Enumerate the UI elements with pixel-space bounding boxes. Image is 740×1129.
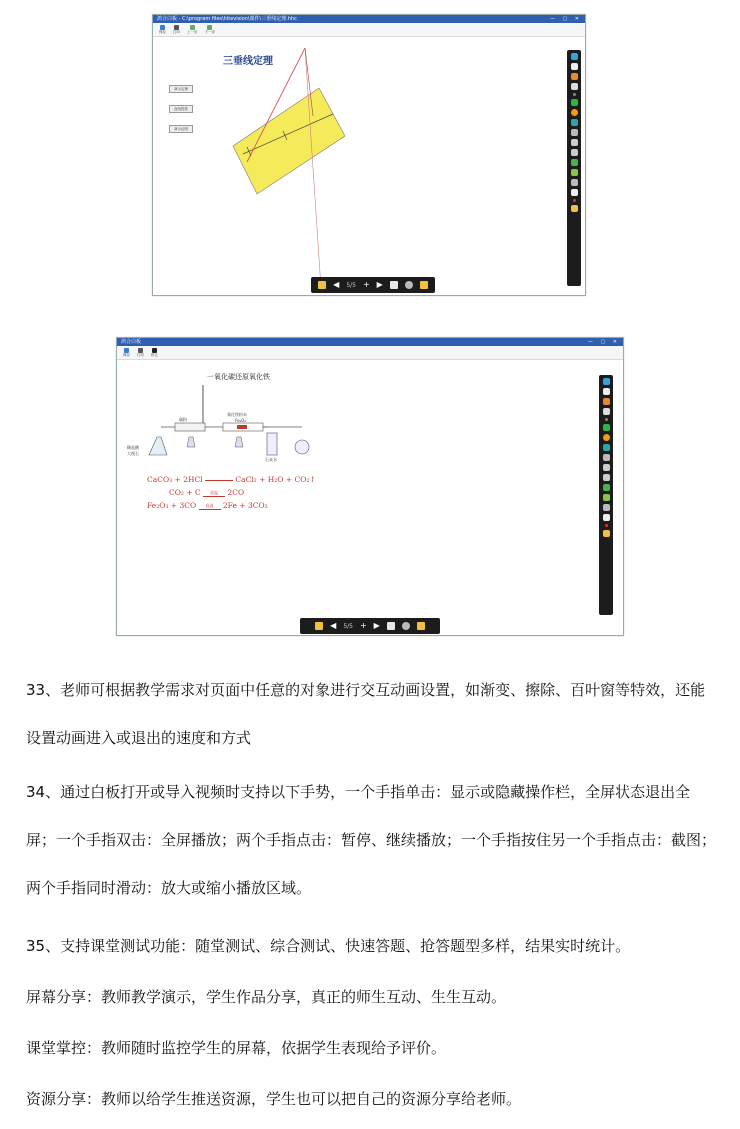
cursor-icon[interactable] (603, 378, 610, 385)
undo-button[interactable]: 上一步 (187, 25, 198, 34)
dot-icon[interactable] (573, 93, 576, 96)
plane-rectangle[interactable] (233, 88, 345, 194)
screenshot-chemistry-whiteboard (116, 337, 624, 636)
apparatus-diagram[interactable] (127, 385, 317, 475)
label-acid: 稀盐酸 (127, 445, 139, 450)
side-button-demo-proof[interactable]: 演示证明 (169, 125, 193, 133)
curve-icon[interactable] (571, 149, 578, 156)
dot-red-icon[interactable] (573, 199, 576, 202)
print-button[interactable]: 打印 (137, 348, 144, 357)
feature-classroom-control: 课堂掌控：教师随时监控学生的屏幕，依据学生表现给予评价。 (26, 1039, 447, 1057)
cursor-icon[interactable] (571, 53, 578, 60)
top-toolbar (117, 346, 623, 360)
scissors-icon[interactable] (603, 504, 610, 511)
folder-icon[interactable] (318, 281, 326, 289)
label-iron-oxide-powder: 氧化铁粉末 (227, 412, 247, 417)
select-icon[interactable] (603, 454, 610, 461)
page-indicator: 5/5 (343, 622, 353, 630)
oblique-line (305, 48, 321, 288)
next-page-button[interactable]: ▶ (376, 280, 383, 289)
ruler-icon[interactable] (571, 159, 578, 166)
folder-icon[interactable] (603, 530, 610, 537)
color-icon[interactable] (571, 109, 578, 116)
scissors-icon[interactable] (571, 179, 578, 186)
palette-icon[interactable] (603, 398, 610, 405)
add-page-button[interactable]: + (359, 621, 367, 630)
book-icon[interactable] (603, 388, 610, 395)
save-button[interactable]: 保存 (159, 25, 166, 34)
geometry-figure[interactable] (223, 38, 423, 296)
equation-3-arrow: 高温 (199, 503, 221, 510)
burner-2 (235, 437, 243, 447)
save-button[interactable]: 保存 (123, 348, 130, 357)
next-page-button[interactable]: ▶ (373, 621, 380, 630)
label-marble: 大理石 (127, 451, 139, 456)
settings-icon[interactable] (405, 281, 413, 289)
lime-water-bottle (267, 433, 277, 455)
select-icon[interactable] (571, 129, 578, 136)
folder-icon[interactable] (571, 205, 578, 212)
label-lime-water: 石灰水 (265, 457, 277, 462)
folder-icon[interactable] (315, 622, 323, 630)
burner-1 (187, 437, 195, 447)
window-title: 鸿合白板 - C:\program files\hitevision\课件\三垂线定理.hhc (157, 16, 297, 22)
pen-icon[interactable] (571, 139, 578, 146)
window-titlebar (153, 15, 585, 23)
plus-icon[interactable] (603, 514, 610, 521)
iron-oxide-powder (237, 425, 247, 429)
grid-icon[interactable] (603, 494, 610, 501)
window-controls[interactable]: — ▢ ✕ (549, 16, 582, 22)
pen-icon[interactable] (603, 464, 610, 471)
feature-paragraph-35: 35、支持课堂测试功能：随堂测试、综合测试、快速答题、抢答题型多样，结果实时统计。 (26, 937, 631, 955)
text-icon[interactable] (571, 99, 578, 106)
bottom-page-bar (311, 277, 435, 293)
redo-button[interactable]: 下一步 (205, 25, 216, 34)
feature-screen-sharing: 屏幕分享：教师教学演示，学生作品分享，真正的师生互动、生生互动。 (26, 988, 507, 1006)
stop-button[interactable]: 停止 (151, 348, 158, 357)
eraser-icon[interactable] (603, 408, 610, 415)
palette-icon[interactable] (571, 73, 578, 80)
side-toolbar (567, 50, 581, 286)
equation-1-arrow (205, 480, 233, 481)
whiteboard-canvas[interactable] (117, 361, 623, 635)
text-icon[interactable] (603, 424, 610, 431)
page-sorter-icon[interactable] (390, 281, 398, 289)
side-button-demo-theorem[interactable]: 演示定理 (169, 85, 193, 93)
top-toolbar (153, 23, 585, 37)
window-controls[interactable]: — ▢ ✕ (587, 339, 620, 345)
page-sorter-icon[interactable] (387, 622, 395, 630)
equation-2-arrow: 高温 (203, 490, 225, 497)
equation-2: CO₂ + C 高温 2CO (169, 488, 245, 497)
settings-icon[interactable] (402, 622, 410, 630)
grid-icon[interactable] (571, 169, 578, 176)
eraser-icon[interactable] (571, 83, 578, 90)
side-toolbar (599, 375, 613, 615)
slide-title: 一氧化碳还原氧化铁 (207, 373, 270, 381)
add-page-button[interactable]: + (362, 280, 370, 289)
shape-icon[interactable] (571, 119, 578, 126)
tube-carbon (175, 423, 205, 431)
whiteboard-canvas[interactable] (153, 38, 585, 295)
feature-paragraph-33: 33、老师可根据教学需求对页面中任意的对象进行交互动画设置，如渐变、擦除、百叶窗等特效，还能设置动画进入或退出的速度和方式 (26, 681, 706, 747)
window-title: 鸿合白板 (121, 339, 142, 345)
screenshot-geometry-whiteboard (152, 14, 586, 296)
label-carbon: 碳粉 (179, 417, 187, 422)
prev-page-button[interactable]: ◀ (330, 621, 337, 630)
color-icon[interactable] (603, 434, 610, 441)
bottom-page-bar (300, 618, 440, 634)
exit-icon[interactable] (420, 281, 428, 289)
flask (149, 437, 167, 455)
dot-icon[interactable] (605, 418, 608, 421)
curve-icon[interactable] (603, 474, 610, 481)
label-fe2o3: Fe₂O₃ (235, 418, 246, 423)
feature-paragraph-34: 34、通过白板打开或导入视频时支持以下手势，一个手指单击：显示或隐藏操作栏，全屏状态退出全屏；一个手指双击：全屏播放；两个手指点击：暂停、继续播放；一个手指按住另一个手指点击：截图；两个手指同时滑动：放大或缩小播放区域。 (26, 783, 717, 897)
window-titlebar (117, 338, 623, 346)
side-button-line-projection[interactable]: 直线投影 (169, 105, 193, 113)
exit-icon[interactable] (417, 622, 425, 630)
dot-red-icon[interactable] (605, 524, 608, 527)
prev-page-button[interactable]: ◀ (333, 280, 340, 289)
ruler-icon[interactable] (603, 484, 610, 491)
slide-title: 三垂线定理 (223, 56, 273, 67)
book-icon[interactable] (571, 63, 578, 70)
feature-resource-sharing: 资源分享：教师以给学生推送资源，学生也可以把自己的资源分享给老师。 (26, 1090, 522, 1108)
gas-collector (295, 440, 309, 454)
page-indicator: 5/5 (346, 281, 356, 289)
equation-1: CaCO₃ + 2HCl CaCl₂ + H₂O + CO₂↑ (147, 475, 316, 484)
print-button[interactable]: 打印 (173, 25, 180, 34)
shape-icon[interactable] (603, 444, 610, 451)
plus-icon[interactable] (571, 189, 578, 196)
equation-3: Fe₂O₃ + 3CO 高温 2Fe + 3CO₂ (147, 501, 268, 510)
